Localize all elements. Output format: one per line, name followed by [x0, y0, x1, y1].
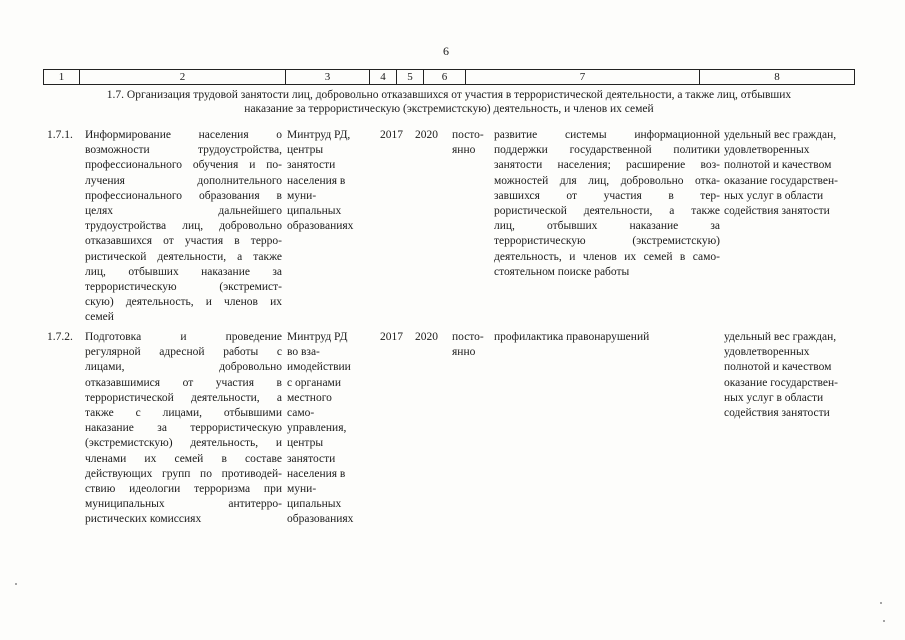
indicator-text: [724, 128, 858, 219]
executor-text: [287, 330, 371, 528]
text-line: ристических комиссиях: [85, 513, 202, 526]
header-col-3: 3: [285, 70, 369, 84]
text-line: профессионального обучения и по-: [85, 159, 282, 172]
text-line: населения в: [287, 467, 346, 480]
text-line: завшихся от участия в тер-: [494, 189, 720, 202]
text-line: террористическую (экстремистскую): [494, 235, 720, 248]
text-line: можностей для лиц, добровольно отка-: [494, 174, 720, 187]
text-line: удельный вес граждан,: [724, 129, 837, 141]
text-line: ципальных: [287, 498, 342, 511]
text-line: Минтруд РД: [287, 331, 348, 343]
section-title-line-2: наказание за террористическую (экстремистскую) деятельность, и членов их семей: [244, 103, 654, 115]
result-text: [494, 128, 720, 280]
scan-speck: [883, 620, 885, 622]
header-col-5: 5: [396, 70, 423, 84]
text-line: лиц, отбывших наказание за: [85, 265, 282, 278]
text-line: удельный вес граждан,: [724, 331, 837, 343]
scan-speck: [880, 602, 882, 604]
text-line: Подготовка и проведение: [85, 331, 282, 343]
header-col-2: 2: [79, 70, 285, 84]
table-header: [43, 69, 855, 85]
text-line: отказавшимися от участия в: [85, 376, 282, 389]
result-text: [494, 330, 720, 345]
text-line: муниципальных антитерро-: [85, 498, 282, 511]
indicator-text: [724, 330, 858, 421]
text-line: действующих групп по противодей-: [85, 467, 282, 480]
period-text: [452, 330, 484, 360]
text-line: полнотой и качеством: [724, 159, 832, 172]
text-line: наказание за террористическую: [85, 422, 282, 435]
header-col-1: 1: [43, 70, 79, 84]
text-line: управления,: [287, 422, 347, 435]
header-col-6: 6: [423, 70, 465, 84]
text-line: ствию идеологии терроризма при: [85, 483, 282, 496]
text-line: профессионального образования в: [85, 189, 282, 202]
scan-speck: [15, 583, 17, 585]
text-line: террористической деятельности, а: [85, 391, 282, 404]
text-line: профилактика правонарушений: [494, 331, 650, 343]
text-line: янно: [452, 346, 476, 359]
text-line: ристической деятельности, а также: [85, 250, 282, 263]
text-line: полнотой и качеством: [724, 361, 832, 374]
text-line: Минтруд РД,: [287, 129, 351, 141]
text-line: скую) деятельность, и членов их: [85, 296, 282, 309]
text-line: стоятельном поиске работы: [494, 265, 630, 278]
text-line: само-: [287, 407, 315, 420]
text-line: ципальных: [287, 205, 342, 218]
start-year: 2017: [380, 129, 403, 141]
text-line: также с лицами, отбывшими: [85, 407, 282, 420]
text-line: занятости: [287, 452, 336, 465]
text-line: удовлетворенных: [724, 144, 810, 157]
row-number: 1.7.1.: [47, 129, 73, 141]
text-line: поддержки государственной политики: [494, 144, 720, 157]
text-line: отказавшихся от участия в терро-: [85, 235, 282, 248]
text-line: имодействии: [287, 361, 351, 374]
text-line: трудоустройства лиц, добровольно: [85, 220, 282, 233]
activity-text: [85, 128, 282, 326]
page-number: 6: [443, 44, 449, 58]
text-line: рористической деятельности, а также: [494, 205, 720, 218]
text-line: образованиях: [287, 220, 354, 233]
text-line: семей: [85, 311, 114, 324]
row-number: 1.7.2.: [47, 331, 73, 343]
text-line: лиц, отбывших наказание за: [494, 220, 720, 233]
text-line: местного: [287, 391, 332, 404]
text-line: целях дальнейшего: [85, 205, 282, 218]
end-year: 2020: [415, 331, 438, 343]
activity-text: [85, 330, 282, 528]
text-line: во вза-: [287, 346, 320, 359]
section-title-line-1: 1.7. Организация трудовой занятости лиц, добровольно отказавшихся от участия в террористической деятельности, а также лиц, отбывших: [106, 89, 792, 101]
text-line: занятости населения; расширение воз-: [494, 159, 720, 172]
header-col-7: 7: [465, 70, 699, 84]
text-line: занятости: [287, 159, 336, 172]
text-line: содействия занятости: [724, 407, 830, 420]
text-line: Информирование населения о: [85, 129, 282, 141]
text-line: развитие системы информационной: [494, 129, 720, 141]
text-line: ных услуг в области: [724, 391, 824, 404]
start-year: 2017: [380, 331, 403, 343]
text-line: янно: [452, 144, 476, 157]
text-line: оказание государствен-: [724, 376, 838, 389]
text-line: лицами, добровольно: [85, 361, 282, 374]
text-line: членами их семей в составе: [85, 452, 282, 465]
section-title: [43, 88, 855, 116]
executor-text: [287, 128, 371, 234]
text-line: оказание государствен-: [724, 174, 838, 187]
text-line: центры: [287, 437, 324, 450]
text-line: населения в: [287, 174, 346, 187]
text-line: образованиях: [287, 513, 354, 526]
text-line: возможности трудоустройства,: [85, 144, 282, 157]
text-line: посто-: [452, 331, 484, 343]
text-line: муни-: [287, 189, 317, 202]
header-col-4: 4: [369, 70, 396, 84]
text-line: деятельность, и членов их семей в само-: [494, 250, 720, 263]
header-col-8: 8: [699, 70, 855, 84]
text-line: (экстремистскую) деятельность, и: [85, 437, 282, 450]
text-line: муни-: [287, 483, 317, 496]
text-line: посто-: [452, 129, 484, 141]
text-line: содействия занятости: [724, 205, 830, 218]
text-line: регулярной адресной работы с: [85, 346, 282, 359]
end-year: 2020: [415, 129, 438, 141]
text-line: с органами: [287, 376, 341, 389]
text-line: ных услуг в области: [724, 189, 824, 202]
text-line: лучения дополнительного: [85, 174, 282, 187]
text-line: удовлетворенных: [724, 346, 810, 359]
period-text: [452, 128, 484, 158]
text-line: террористическую (экстремист-: [85, 281, 282, 294]
text-line: центры: [287, 144, 324, 157]
